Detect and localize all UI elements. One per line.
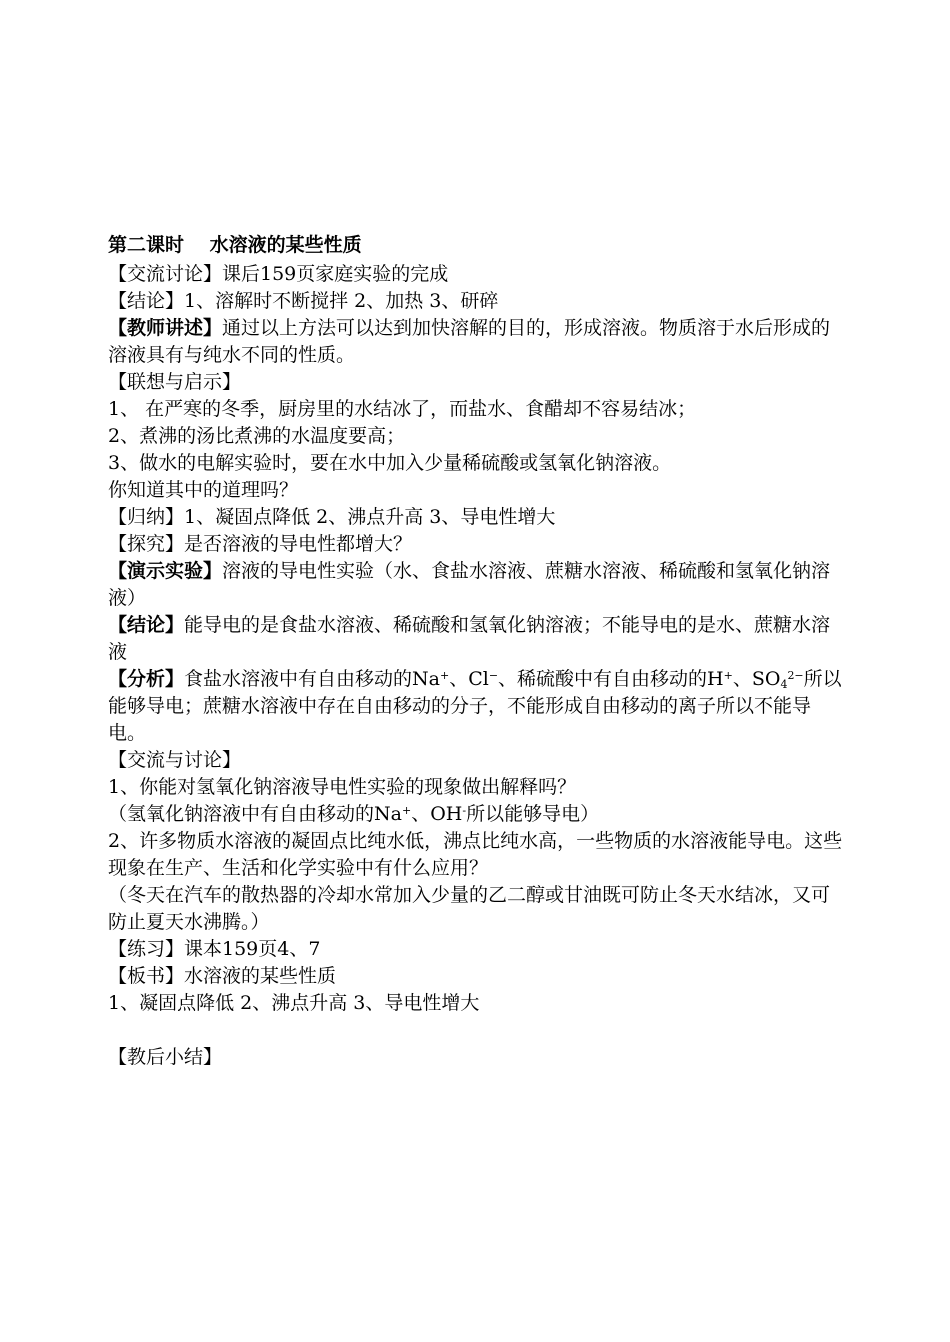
association-item-2: 2、煮沸的汤比煮沸的水温度要高； [108, 425, 406, 447]
demo-experiment-tag: 【演示实验】 [108, 560, 223, 582]
conclusion-line: 【结论】1、溶解时不断搅拌 2、加热 3、研碎 [108, 290, 499, 312]
analysis-tag: 【分析】 [108, 668, 185, 690]
exchange-answer-1 [108, 801, 844, 828]
so4-charge: 2− [787, 669, 804, 682]
na-charge: + [439, 669, 450, 682]
cl-charge: − [488, 669, 499, 682]
exchange-question-1: 1、你能对氢氧化钠溶液导电性实验的现象做出解释吗？ [108, 776, 577, 798]
summary-line: 【归纳】1、凝固点降低 2、沸点升高 3、导电性增大 [108, 506, 556, 528]
answer-1-text-b: 、OH [411, 803, 463, 825]
conclusion-2-text: 能导电的是食盐水溶液、稀硫酸和氢氧化钠溶液；不能导电的是水、蔗糖水溶液 [108, 614, 831, 663]
association-item-1: 1、 在严寒的冬季，厨房里的水结冰了，而盐水、食醋却不容易结冰； [108, 398, 697, 420]
lesson-title: 第二课时 水溶液的某些性质 [108, 234, 362, 256]
exercise-line: 【练习】课本159页4、7 [108, 938, 321, 960]
demo-experiment-text: 溶液的导电性实验（水、食盐水溶液、蔗糖水溶液、稀硫酸和氢氧化钠溶液） [108, 560, 831, 609]
exchange-question-2: 2、许多物质水溶液的凝固点比纯水低，沸点比纯水高，一些物质的水溶液能导电。这些现象在生产、生活和化学实验中有什么应用？ [108, 830, 843, 879]
document-body [108, 232, 844, 1071]
analysis [108, 666, 844, 747]
teacher-explanation-tag: 【教师讲述】 [108, 317, 223, 339]
exchange-answer-2: （冬天在汽车的散热器的冷却水常加入少量的乙二醇或甘油既可防止冬天水结冰，又可防止夏天水沸腾。） [108, 884, 831, 933]
conclusion-2-tag: 【结论】 [108, 614, 185, 636]
analysis-text-d: 、SO [732, 668, 781, 690]
answer-1-text-c: 所以能够导电） [466, 803, 600, 825]
blackboard-line: 【板书】水溶液的某些性质 [108, 965, 337, 987]
conclusion-2 [108, 612, 844, 666]
exchange-heading: 【交流与讨论】 [108, 749, 242, 771]
answer-1-text-a: （氢氧化钠溶液中有自由移动的Na [108, 803, 402, 825]
blackboard-points: 1、凝固点降低 2、沸点升高 3、导电性增大 [108, 992, 480, 1014]
analysis-text-b: 、Cl [449, 668, 489, 690]
teacher-explanation [108, 315, 844, 369]
analysis-text-a: 食盐水溶液中有自由移动的Na [184, 668, 440, 690]
discussion-line: 【交流讨论】课后159页家庭实验的完成 [108, 263, 449, 285]
analysis-text-e: 所以能够导电；蔗糖水溶液中存在自由移动的分子，不能形成自由移动的离子所以不能导电。 [108, 668, 842, 744]
inquiry-line: 【探究】是否溶液的导电性都增大？ [108, 533, 413, 555]
na-charge-2: + [401, 804, 412, 817]
question-line: 你知道其中的道理吗？ [108, 479, 299, 501]
post-lesson-summary: 【教后小结】 [108, 1046, 223, 1068]
association-item-3: 3、做水的电解实验时，要在水中加入少量稀硫酸或氢氧化钠溶液。 [108, 452, 672, 474]
blank-gap [108, 1017, 844, 1044]
oh-charge: - [462, 804, 467, 817]
analysis-text-c: 、稀硫酸中有自由移动的H [498, 668, 724, 690]
h-charge: + [723, 669, 733, 682]
teacher-explanation-text: 通过以上方法可以达到加快溶解的目的，形成溶液。物质溶于水后形成的溶液具有与纯水不同的性质。 [108, 317, 831, 366]
association-heading: 【联想与启示】 [108, 371, 242, 393]
so4-subscript: 4 [780, 678, 788, 691]
demo-experiment [108, 558, 844, 612]
